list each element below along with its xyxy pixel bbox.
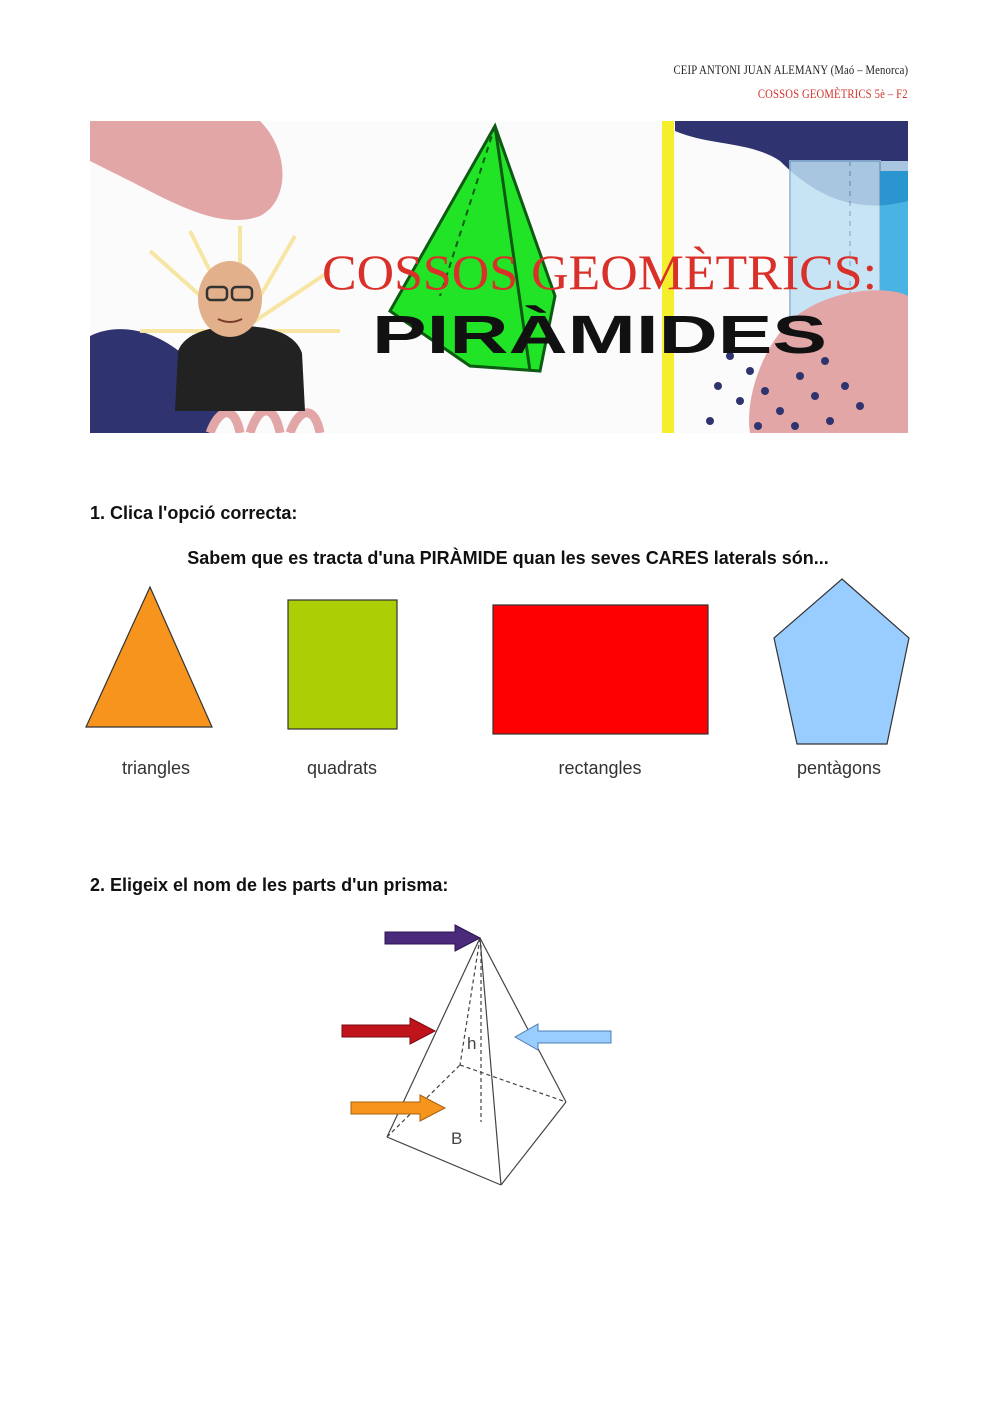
edge-arrow[interactable] bbox=[342, 1018, 435, 1044]
question-1-prompt: 1. Clica l'opció correcta: bbox=[90, 503, 298, 523]
question-2-prompt: 2. Eligeix el nom de les parts d'un prisma: bbox=[90, 875, 449, 895]
banner-title-line2: PIRÀMIDES bbox=[372, 305, 827, 365]
banner-title-line1: COSSOS GEOMÈTRICS: bbox=[322, 244, 877, 300]
pyramid-diagram bbox=[330, 915, 630, 1195]
vertex-arrow[interactable] bbox=[385, 925, 480, 951]
question-1-statement: Sabem que es tracta d'una PIRÀMIDE quan les seves CARES laterals són... bbox=[187, 548, 829, 568]
option-label-pentagons[interactable]: pentàgons bbox=[796, 758, 882, 778]
height-label: h bbox=[467, 1034, 477, 1053]
banner-artwork bbox=[90, 121, 908, 433]
option-square[interactable] bbox=[287, 599, 399, 731]
option-triangle[interactable] bbox=[84, 585, 214, 730]
base-label: B bbox=[451, 1129, 463, 1148]
option-pentagon[interactable] bbox=[772, 577, 912, 747]
base-arrow[interactable] bbox=[351, 1095, 445, 1121]
face-arrow[interactable] bbox=[515, 1024, 611, 1050]
worksheet-subject: COSSOS GEOMÈTRICS 5è – F2 bbox=[758, 86, 908, 101]
option-label-triangles[interactable]: triangles bbox=[121, 758, 191, 778]
option-rectangle[interactable] bbox=[492, 604, 710, 736]
option-label-rectangles[interactable]: rectangles bbox=[558, 758, 642, 778]
option-label-squares[interactable]: quadrats bbox=[306, 758, 378, 778]
banner-image bbox=[90, 121, 908, 433]
avatar bbox=[175, 261, 305, 411]
school-name: CEIP ANTONI JUAN ALEMANY (Maó – Menorca) bbox=[673, 62, 908, 77]
